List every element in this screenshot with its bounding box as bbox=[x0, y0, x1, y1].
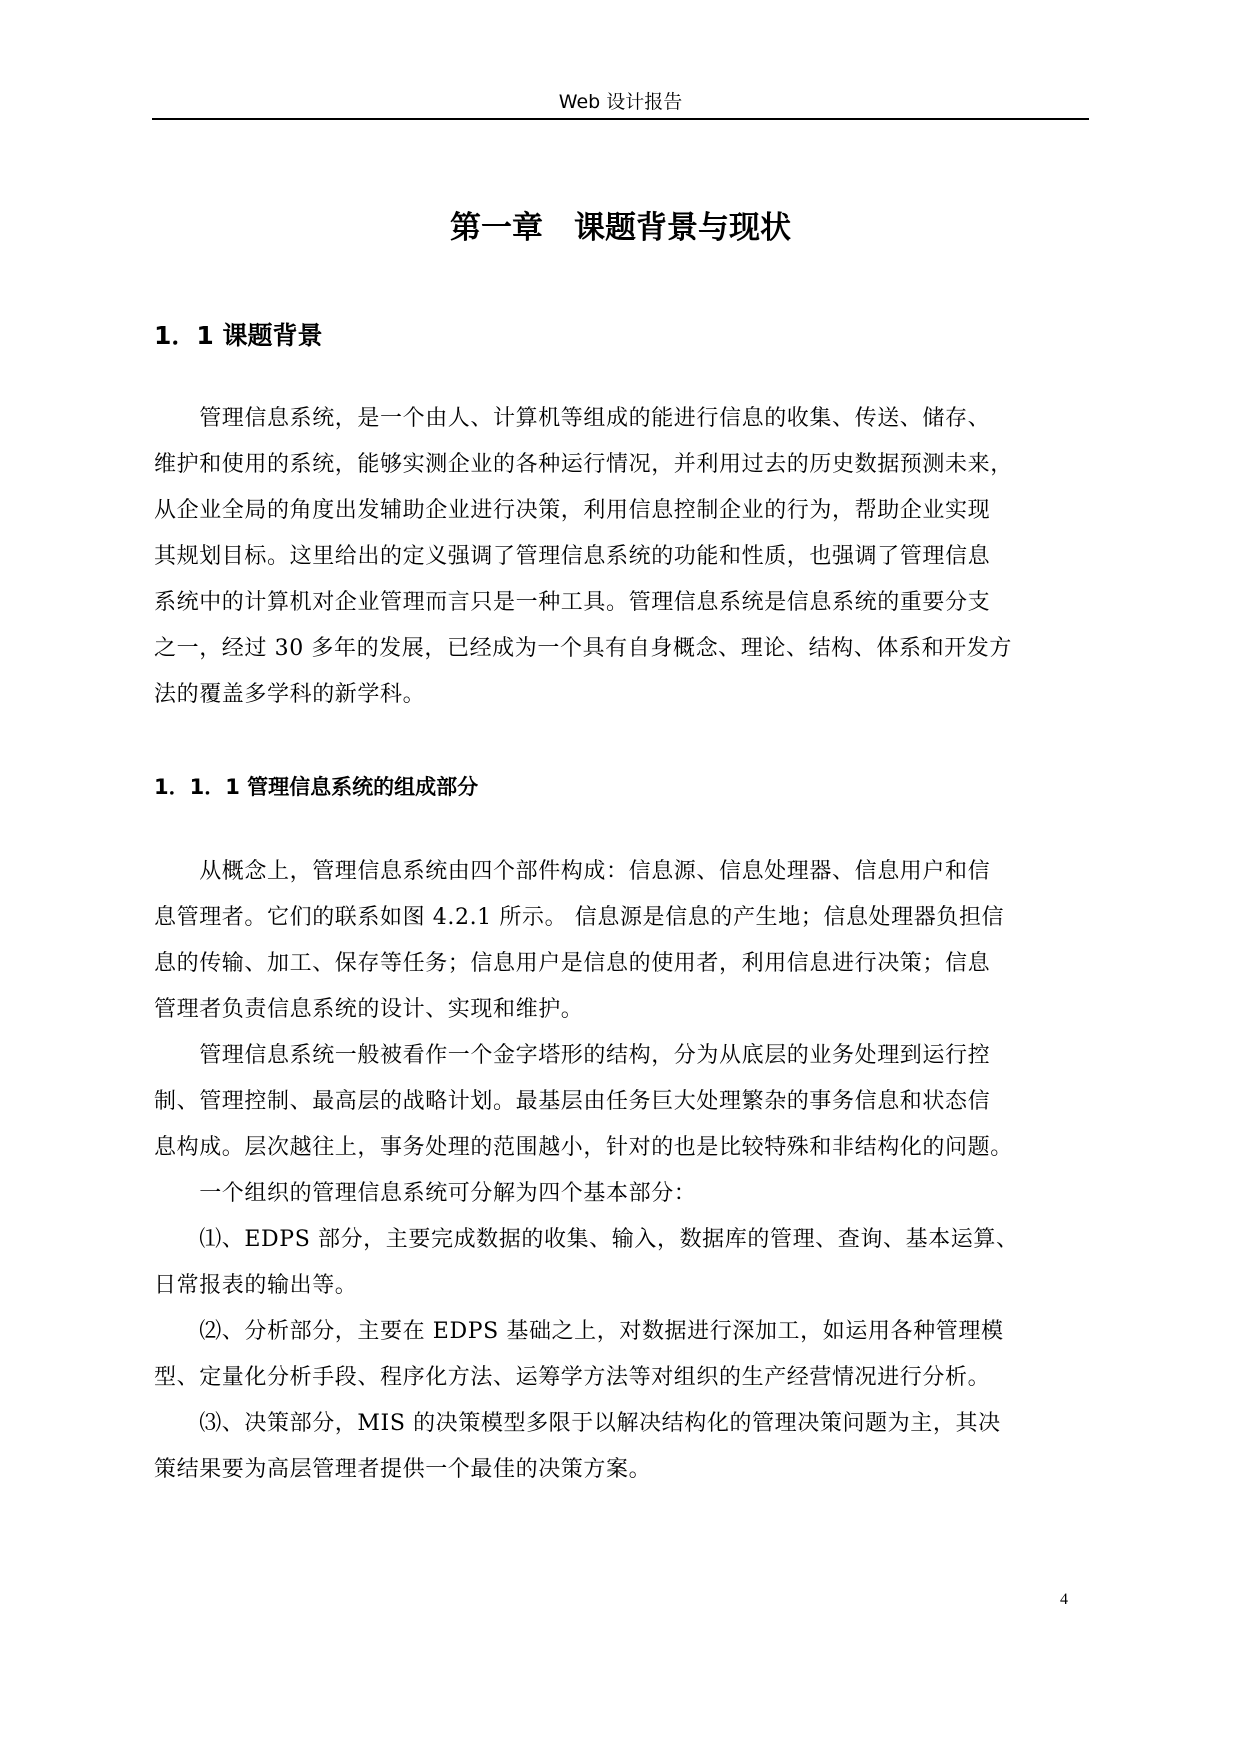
running-header: Web 设计报告 bbox=[558, 91, 683, 113]
header-rule bbox=[152, 118, 1089, 120]
body-line: 从概念上，管理信息系统由四个部件构成：信息源、信息处理器、信息用户和信 bbox=[154, 859, 991, 884]
body-line: 型、定量化分析手段、程序化方法、运筹学方法等对组织的生产经营情况进行分析。 bbox=[154, 1365, 991, 1390]
body-line: 息管理者。它们的联系如图 4.2.1 所示。 信息源是信息的产生地；信息处理器负担信 bbox=[154, 905, 1005, 930]
body-line: 日常报表的输出等。 bbox=[154, 1273, 358, 1298]
body-line: ⑴、EDPS 部分，主要完成数据的收集、输入，数据库的管理、查询、基本运算、 bbox=[154, 1227, 1019, 1252]
body-line: 息的传输、加工、保存等任务；信息用户是信息的使用者，利用信息进行决策；信息 bbox=[154, 951, 991, 976]
body-line: 系统中的计算机对企业管理而言只是一种工具。管理信息系统是信息系统的重要分支 bbox=[154, 590, 991, 615]
subsection-body bbox=[154, 849, 1088, 1493]
section-body bbox=[154, 396, 1088, 718]
body-line: 从企业全局的角度出发辅助企业进行决策，利用信息控制企业的行为，帮助企业实现 bbox=[154, 498, 991, 523]
body-line: 管理者负责信息系统的设计、实现和维护。 bbox=[154, 997, 584, 1022]
body-line: ⑵、分析部分，主要在 EDPS 基础之上，对数据进行深加工，如运用各种管理模 bbox=[154, 1319, 1004, 1344]
body-line: 息构成。层次越往上，事务处理的范围越小，针对的也是比较特殊和非结构化的问题。 bbox=[154, 1135, 1013, 1160]
subsection-title: 1．1．1 管理信息系统的组成部分 bbox=[154, 775, 479, 799]
body-line: ⑶、决策部分，MIS 的决策模型多限于以解决结构化的管理决策问题为主，其决 bbox=[154, 1411, 1001, 1436]
body-line: 之一，经过 30 多年的发展，已经成为一个具有自身概念、理论、结构、体系和开发方 bbox=[154, 636, 1012, 661]
body-line: 法的覆盖多学科的新学科。 bbox=[154, 682, 426, 707]
body-line: 管理信息系统一般被看作一个金字塔形的结构，分为从底层的业务处理到运行控 bbox=[154, 1043, 991, 1068]
chapter-title: 第一章 课题背景与现状 bbox=[450, 210, 791, 246]
page-number: 4 bbox=[1060, 1591, 1068, 1608]
body-line: 管理信息系统，是一个由人、计算机等组成的能进行信息的收集、传送、储存、 bbox=[154, 406, 991, 431]
body-line: 策结果要为高层管理者提供一个最佳的决策方案。 bbox=[154, 1457, 652, 1482]
body-line: 其规划目标。这里给出的定义强调了管理信息系统的功能和性质，也强调了管理信息 bbox=[154, 544, 991, 569]
section-title: 1．1 课题背景 bbox=[154, 321, 323, 350]
body-line: 一个组织的管理信息系统可分解为四个基本部分： bbox=[154, 1181, 697, 1206]
body-line: 制、管理控制、最高层的战略计划。最基层由任务巨大处理繁杂的事务信息和状态信 bbox=[154, 1089, 991, 1114]
body-line: 维护和使用的系统，能够实测企业的各种运行情况，并利用过去的历史数据预测未来， bbox=[154, 452, 1013, 477]
